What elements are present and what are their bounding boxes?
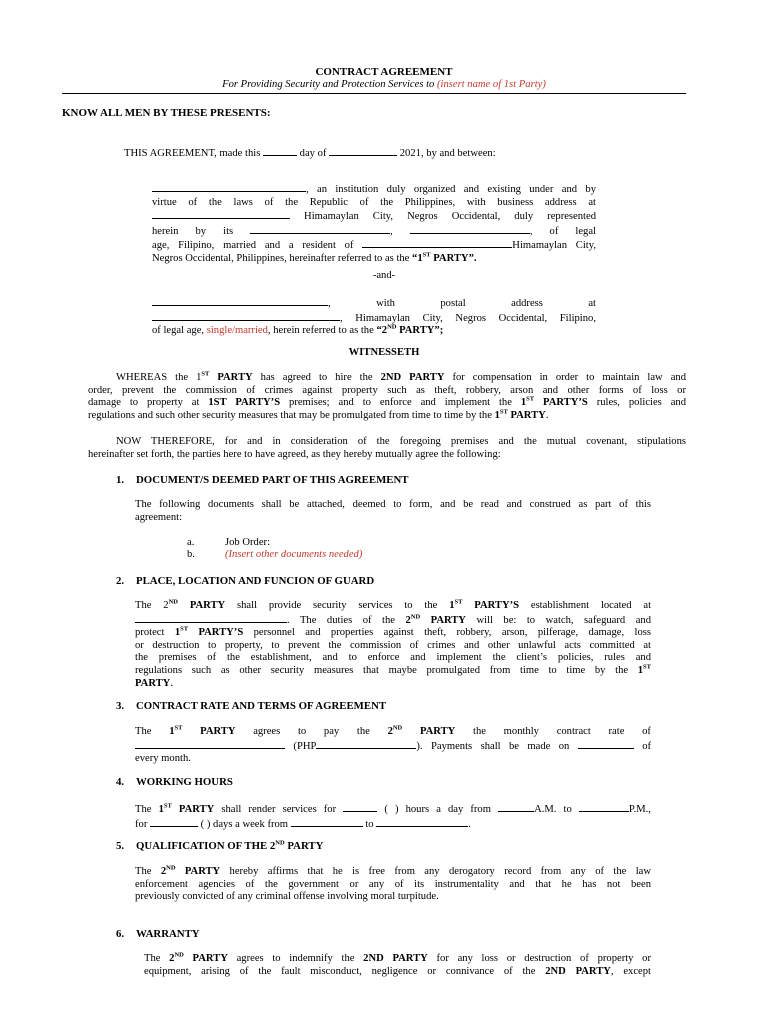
fp-line3: Himamaylan City, Negros Occidental, duly represented xyxy=(304,211,596,223)
s6-c: PARTY xyxy=(183,953,228,964)
s4-sup: ST xyxy=(163,802,172,810)
s2-l3d: personnel and properties against theft, robbery, arson, pilferage, damage, loss xyxy=(243,627,651,639)
section-4-heading xyxy=(116,776,233,789)
establishment-location-blank[interactable] xyxy=(135,613,287,623)
sp-l3d: PARTY”; xyxy=(396,325,444,337)
s2-l3a: protect xyxy=(135,627,175,639)
s6-l2a: equipment, arising of the fault misconduct, negligence or connivance of the xyxy=(144,965,546,977)
residence-blank[interactable] xyxy=(362,238,512,248)
s5-l2: enforcement agencies of the government or any of its instrumentality and that he has not been xyxy=(135,878,651,890)
s2-l7a: PARTY xyxy=(135,677,171,689)
sp-sup: ND xyxy=(387,323,397,331)
s3-h: 2 xyxy=(387,726,393,737)
s2-l3sup: ST xyxy=(180,625,189,633)
s4-l2a: for xyxy=(135,818,148,830)
days-blank[interactable] xyxy=(150,817,198,827)
s2-l3c: PARTY’S xyxy=(188,627,244,639)
s4-g: P.M., xyxy=(628,804,651,815)
s4-a: The xyxy=(135,804,159,815)
agreement-line xyxy=(124,146,496,161)
sp-l3c: “2 xyxy=(376,325,388,337)
section-4-body xyxy=(135,802,651,831)
wh-c: has agreed to hire the xyxy=(252,372,381,383)
second-party-paragraph xyxy=(152,296,596,338)
s3-l: contract xyxy=(556,726,591,737)
agreement-text-c: 2021, by and between: xyxy=(399,148,496,159)
s3-g: the xyxy=(356,726,370,737)
s3-c: PARTY xyxy=(182,726,236,737)
now-therefore-paragraph xyxy=(88,436,686,461)
sp-l1e: at xyxy=(588,298,596,309)
nt-l1: NOW THEREFORE, for and in consideration of the foregoing premises and the mutual covenant, stipulations xyxy=(116,436,686,447)
sp-l2: , Himamaylan City, Negros Occidental, Filipino, xyxy=(340,312,596,324)
s2-l3b: 1 xyxy=(174,627,181,639)
section-3-heading xyxy=(116,700,386,713)
day-to-blank[interactable] xyxy=(376,817,468,827)
s5-sup: ND xyxy=(166,864,176,872)
section-6-num: 6. xyxy=(116,928,125,940)
section-2-num: 2. xyxy=(116,575,125,587)
s2-l7b: . xyxy=(170,677,173,689)
s2-l6a: regulations such as other security measures that maybe promulgated from time to time by the xyxy=(135,664,638,676)
section-6-body xyxy=(144,953,651,978)
sp-l1a: , xyxy=(328,298,331,309)
s6-d: agrees to indemnify the xyxy=(227,953,364,964)
s3-i: PARTY xyxy=(402,726,456,737)
section-6-title: WARRANTY xyxy=(136,928,200,940)
s2-l1c: shall provide security services to the xyxy=(225,600,450,611)
s3-e: to xyxy=(297,726,307,737)
fp-line6c: PARTY”. xyxy=(430,252,477,264)
end-time-blank[interactable] xyxy=(579,802,629,812)
s2-sup2: ST xyxy=(454,598,463,606)
list-marker: a. xyxy=(187,537,195,548)
section-4-title: WORKING HOURS xyxy=(136,776,233,788)
s3-k: monthly xyxy=(503,726,539,737)
section-5-title-tail: PARTY xyxy=(284,840,324,852)
fp-line2: virtue of the laws of the Republic of the Philippines, with business address at xyxy=(152,196,596,208)
s2-l2c: PARTY xyxy=(420,614,466,626)
wh-l3d: 1 xyxy=(520,397,527,409)
s3-n: of xyxy=(642,726,651,737)
wh-l3a: damage to property at xyxy=(88,397,209,409)
s3-j: the xyxy=(473,726,486,737)
s4-l2c: to xyxy=(365,818,374,830)
s5-c: PARTY xyxy=(175,866,221,877)
wh-l4d: . xyxy=(545,409,549,421)
header-rule xyxy=(62,93,686,94)
fp-line5b: Himamaylan City, xyxy=(512,240,596,252)
s4-c: PARTY xyxy=(171,804,215,815)
civil-status-placeholder: single/married xyxy=(206,325,268,337)
wh-l3e: PARTY’S xyxy=(534,397,588,409)
section-1-heading xyxy=(116,474,408,487)
s6-l2b: 2ND PARTY xyxy=(545,965,611,977)
wh-l4b: 1 xyxy=(494,409,500,421)
s2-l1e: PARTY’S xyxy=(462,600,520,611)
s5-a: The xyxy=(135,866,161,877)
s3-l2c: of xyxy=(642,740,652,752)
section-4-num: 4. xyxy=(116,776,125,788)
fp-line1: , an institution duly organized and existing under and by xyxy=(306,184,596,195)
s3-m: rate xyxy=(608,726,625,737)
list-text-placeholder: (Insert other documents needed) xyxy=(225,549,363,560)
section-3-body xyxy=(135,726,651,766)
wh-e: for compensation in order to maintain law and xyxy=(444,372,686,383)
and-separator: -and- xyxy=(372,270,396,281)
s1-l2: agreement: xyxy=(135,511,183,523)
s3-d: agrees xyxy=(253,726,281,737)
s4-b: 1 xyxy=(158,804,164,815)
wh-l2: order, prevent the commission of crimes against property such as theft, robbery, arson and other forms of loss or xyxy=(88,384,686,396)
s2-l1a: The 2 xyxy=(135,600,169,611)
party2-address-blank[interactable] xyxy=(152,311,340,321)
party1-address-blank[interactable] xyxy=(152,209,290,219)
section-5-body xyxy=(135,866,651,904)
section-6-heading xyxy=(116,928,200,941)
nt-l2: hereinafter set forth, the parties here to have agreed, as they hereby mutually agree the following: xyxy=(88,448,501,460)
payment-day-blank[interactable] xyxy=(578,739,634,749)
s2-l5: the premises of the establishment, and to enforce and implement the client’s policies, rules and xyxy=(135,652,651,664)
section-5-num: 5. xyxy=(116,840,125,852)
wh-a: WHEREAS the 1 xyxy=(116,372,202,383)
wh-l4a: regulations and such other security measures that may be promulgated from time to time by the xyxy=(88,409,495,421)
s6-e: 2ND PARTY xyxy=(363,953,428,964)
section-2-heading xyxy=(116,575,374,588)
s2-l2d: will be: to watch, safeguard and xyxy=(465,614,651,626)
s2-l2sup: ND xyxy=(410,613,421,621)
section-1-body xyxy=(135,499,651,524)
fp-sup: ST xyxy=(422,251,431,259)
s2-l6b: 1 xyxy=(637,664,644,676)
subtitle-text: For Providing Security and Protection Services to xyxy=(222,79,435,90)
list-item xyxy=(187,549,362,562)
month-blank[interactable] xyxy=(329,146,397,156)
section-2-title: PLACE, LOCATION AND FUNCION OF GUARD xyxy=(136,575,375,587)
s6-a: The xyxy=(144,953,170,964)
s2-l2b: 2 xyxy=(405,614,411,626)
s3-b: 1 xyxy=(169,726,175,737)
sp-l3b: , herein referred to as the xyxy=(267,325,374,337)
s2-l1f: establishment located at xyxy=(519,600,652,611)
s3-sup1: ST xyxy=(174,724,183,732)
s4-f: A.M. to xyxy=(534,804,572,815)
s1-l1: The following documents shall be attached, deemed to form, and be read and construed as part of this xyxy=(135,499,651,510)
wh-l3b: 1ST PARTY’S xyxy=(208,397,281,409)
whereas-paragraph xyxy=(88,372,686,422)
fp-line4b: , xyxy=(390,225,393,237)
agreement-text-b: day of xyxy=(299,148,327,159)
s4-e: ( ) hours a day from xyxy=(384,804,491,815)
list-item xyxy=(187,537,270,550)
s6-b: 2 xyxy=(169,953,175,964)
section-2-body xyxy=(135,600,651,690)
s5-d: hereby affirms that he is free from any derogatory record from any of the law xyxy=(220,866,651,877)
s2-l1b: PARTY xyxy=(178,600,226,611)
sp-l1d: address xyxy=(511,298,543,309)
wh-b: PARTY xyxy=(209,372,253,383)
document-title: CONTRACT AGREEMENT xyxy=(315,66,453,78)
section-5-heading xyxy=(116,840,323,853)
s2-l6sup: ST xyxy=(643,663,651,671)
s3-sup2: ND xyxy=(392,724,403,732)
wh-l3c: premises; and to enforce and implement the xyxy=(280,397,521,409)
first-party-paragraph xyxy=(152,182,596,266)
agreement-text-a: THIS AGREEMENT, made this xyxy=(124,148,261,159)
s4-l2b: ( ) days a week from xyxy=(200,818,289,830)
witnesseth-heading: WITNESSETH xyxy=(348,347,420,358)
s4-d: shall render services for xyxy=(214,804,337,815)
s6-sup: ND xyxy=(174,951,184,959)
wh-l3sup: ST xyxy=(526,395,535,403)
section-1-title: DOCUMENT/S DEEMED PART OF THIS AGREEMENT xyxy=(136,474,409,486)
list-marker: b. xyxy=(187,549,195,560)
s2-sup1: ND xyxy=(168,598,178,606)
section-5-sup: ND xyxy=(275,839,285,847)
s3-f: pay xyxy=(323,726,340,737)
wh-l4c: PARTY xyxy=(507,409,546,421)
sp-l3a: of legal age, xyxy=(152,325,205,337)
fp-line4c: , of legal xyxy=(529,225,596,237)
day-from-blank[interactable] xyxy=(291,817,363,827)
fp-line6a: Negros Occidental, Philippines, hereinafter referred to as the xyxy=(152,252,410,264)
s5-l3: previously convicted of any criminal offense involving moral turpitude. xyxy=(135,891,439,903)
s3-a: The xyxy=(135,726,152,737)
s6-l2c: , except xyxy=(610,965,651,977)
subtitle-placeholder: (insert name of 1st Party) xyxy=(437,79,546,90)
rate-amount-blank[interactable] xyxy=(316,739,416,749)
document-subtitle xyxy=(0,79,768,92)
wh-l4sup: ST xyxy=(499,408,508,416)
s2-l1d: 1 xyxy=(449,600,455,611)
s3-l3: every month. xyxy=(135,753,191,765)
wh-sup: ST xyxy=(201,370,210,378)
representative-blank[interactable] xyxy=(250,224,390,234)
s3-l2a: (PHP xyxy=(293,740,317,752)
s5-b: 2 xyxy=(160,866,167,877)
sp-l1c: postal xyxy=(440,298,466,309)
s2-l2a: . The duties of the xyxy=(287,614,406,626)
wh-l3f: rules, policies and xyxy=(587,397,687,409)
sp-l1b: with xyxy=(376,298,395,309)
rate-words-blank[interactable] xyxy=(135,739,285,749)
s6-f: for any loss or destruction of property or xyxy=(427,953,651,964)
s2-l4: or destruction to property, to prevent the commission of crimes and other unlawful acts committed at xyxy=(135,639,651,651)
section-3-title: CONTRACT RATE AND TERMS OF AGREEMENT xyxy=(136,700,387,712)
fp-line4a: herein by its xyxy=(152,225,234,237)
position-blank[interactable] xyxy=(410,224,530,234)
fp-line6b: “1 xyxy=(412,252,423,264)
section-3-num: 3. xyxy=(116,700,125,712)
party1-name-blank[interactable] xyxy=(152,182,306,192)
hours-blank[interactable] xyxy=(343,802,377,812)
party2-name-blank[interactable] xyxy=(152,296,328,306)
know-all-heading: KNOW ALL MEN BY THESE PRESENTS: xyxy=(62,107,271,119)
section-1-num: 1. xyxy=(116,474,125,486)
start-time-blank[interactable] xyxy=(498,802,534,812)
s3-l2b: ). Payments shall be made on xyxy=(416,740,570,752)
wh-d: 2ND PARTY xyxy=(380,372,445,383)
section-5-title: QUALIFICATION OF THE 2 xyxy=(136,840,276,852)
list-text: Job Order: xyxy=(225,537,271,548)
day-blank[interactable] xyxy=(263,146,297,156)
fp-line5a: age, Filipino, married and a resident of xyxy=(152,240,354,252)
s4-l2d: . xyxy=(468,818,471,830)
